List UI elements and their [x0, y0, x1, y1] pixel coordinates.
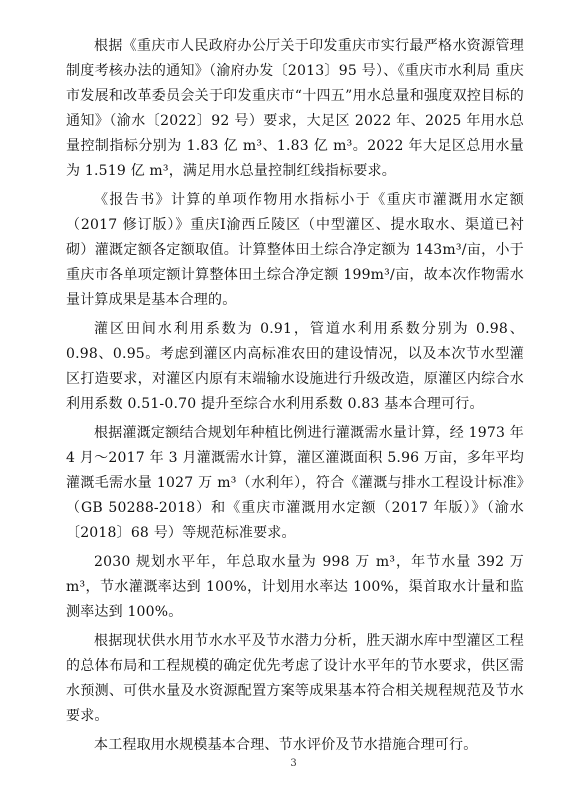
paragraph-crop-water-quota: 《报告书》计算的单项作物用水指标小于《重庆市灌溉用水定额（2017 修订版）》重庆Ⅰ渝西丘陵区（中型灌区、提水取水、渠道已衬砌）灌溉定额各定额取值。计算整体田土综合净定额为 143m³/亩，小于重庆市各单项定额计算整体田土综合净定额 199m³/亩，故本次作物需水量计算成果是基本合理的。	[66, 192, 524, 308]
paragraph-conclusion: 本工程取用水规模基本合理、节水评价及节水措施合理可行。	[94, 737, 478, 753]
body-text	[66, 34, 524, 762]
paragraph-water-total-control: 根据《重庆市人民政府办公厅关于印发重庆市实行最严格水资源管理制度考核办法的通知》（渝府办发〔2013〕95 号）、《重庆市水利局 重庆市发展和改革委员会关于印发重庆市“十四五”用水总量和强度双控目标的通知》（渝水〔2022〕92 号）要求，大足区 2022 年、2025 年用水总量控制指标分别为 1.83 亿 m³、1.83 亿 m³。2022 年大足区总用水量为 1.519 亿 m³，满足用水总量控制红线指标要求。	[66, 38, 524, 179]
page-number: 3	[290, 758, 297, 769]
paragraph-water-use-coefficient: 灌区田间水利用系数为 0.91，管道水利用系数分别为 0.98、0.98、0.95。考虑到灌区内高标准农田的建设情况，以及本次节水型灌区打造要求，对灌区内原有末端输水设施进行升级改造，原灌区内综合水利用系数 0.51-0.70 提升至综合水利用系数 0.83 基本合理可行。	[66, 321, 524, 412]
paragraph-water-saving-analysis: 根据现状供水用节水水平及节水潜力分析，胜天湖水库中型灌区工程的总体布局和工程规模的确定优先考虑了设计水平年的节水要求，供区需水预测、可供水量及水资源配置方案等成果基本符合相关规程规范及节水要求。	[66, 633, 524, 724]
paragraph-2030-plan: 2030 规划水平年，年总取水量为 998 万 m³，年节水量 392 万 m³，节水灌溉率达到 100%，计划用水率达 100%，渠首取水计量和监测率达到 100%。	[66, 554, 524, 620]
paragraph-irrigation-demand: 根据灌溉定额结合规划年种植比例进行灌溉需水量计算，经 1973 年 4 月～2017 年 3 月灌溉需水计算，灌区灌溉面积 5.96 万亩，多年平均灌溉毛需水量 1027 万 m³（水利年），符合《灌溉与排水工程设计标准》（GB 50288-2018）和《重庆市灌溉用水定额（2017 年版）》（渝水〔2018〕68 号）等规范标准要求。	[66, 425, 524, 541]
